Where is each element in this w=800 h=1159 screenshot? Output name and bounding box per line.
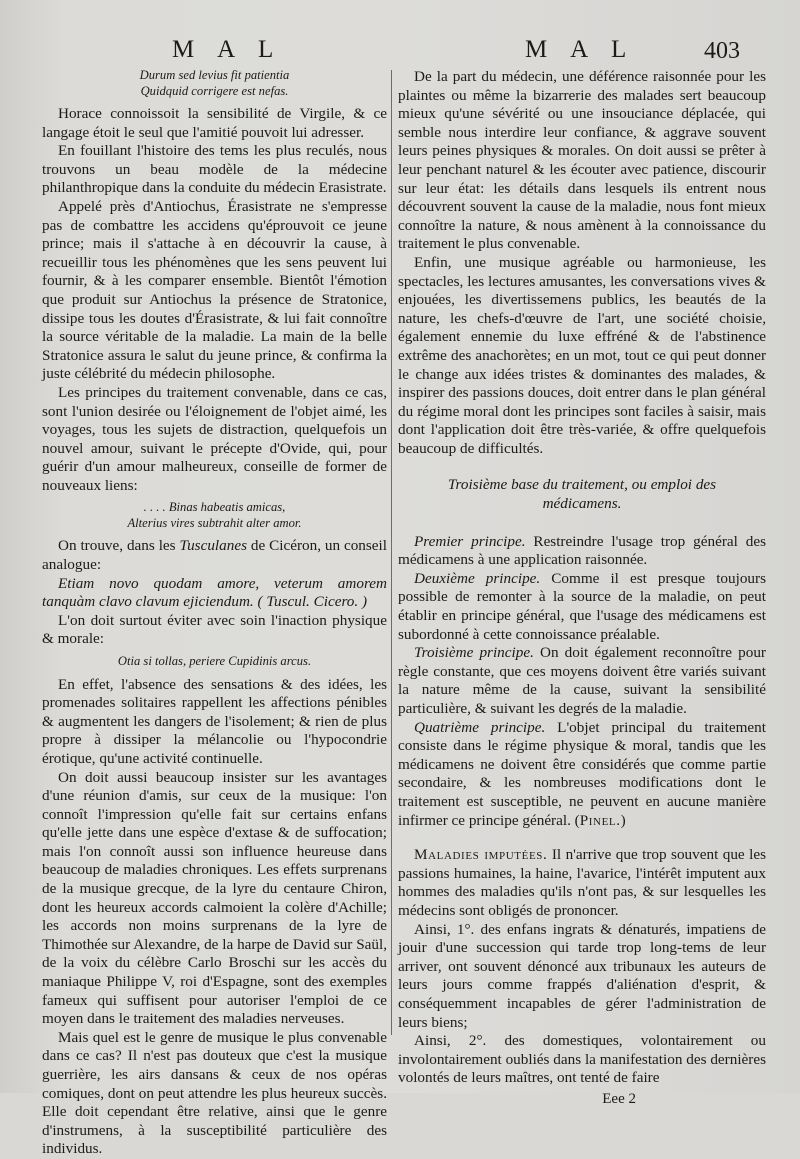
verse-line: Alterius vires subtrahit alter amor. (127, 515, 302, 530)
entry-heading: Maladies imputées. (414, 846, 548, 864)
left-column (42, 68, 387, 1159)
work-title: Tusculanes (179, 537, 247, 555)
page-number: 403 (704, 38, 740, 64)
printer-signature: Eee 2 (602, 1090, 636, 1107)
entry-paragraph (398, 846, 766, 920)
epigraph-line: Durum sed levius fit patientia (139, 68, 290, 82)
paragraph: L'on doit surtout éviter avec soin l'inaction physique & morale: (42, 611, 387, 648)
principle-label: Quatrième principe. (414, 718, 546, 736)
paragraph: En effet, l'absence des sensations & des idées, les promenades solitaires rappellent les affections pénibles & augmentent les dangers de l'isolement; & rien de plus propre à dissiper la mélancolie ou l'hypocondrie érotique, qu'une activité continuelle. (42, 675, 387, 767)
principle-paragraph (398, 719, 766, 831)
verse-line: . . . . Binas habeatis amicas, (143, 500, 286, 515)
verse-quote (42, 500, 387, 531)
epigraph (42, 68, 387, 99)
section-heading-line: Troisième base du traitement, ou emploi des (447, 476, 717, 494)
paragraph: Enfin, une musique agréable ou harmonieuse, les spectacles, les lectures amusantes, les conversations vives & enjouées, les divertissemens publics, les beautés de la nature, les chefs-d'œuvre de l'art, une société choisie, également ennemie du luxe effréné & de l'abstinence extrême des anachorètes; en un mot, tout ce qui peut donner le change aux idées tristes & dominantes des malades, & inspirer des passions douces, doit entrer dans le plan général du régime moral dont les principes sont faciles à saisir, mais dont l'application doit être très-variée, & offre quelquefois beaucoup de difficultés. (398, 253, 766, 457)
paragraph: Ainsi, 1°. des enfans ingrats & dénaturés, impatiens de jouir d'une succession qui tarde trop long-tems de leur arriver, ont souvent dénoncé aux tribunaux les auteurs de leurs jours comme frappés d'aliénation d'esprit, & conséquemment incapables de gérer l'administration de leurs biens; (398, 920, 766, 1031)
principle-label: Troisième principe. (414, 644, 534, 662)
principle-paragraph (398, 533, 766, 570)
principle-label: Premier principe. (414, 532, 526, 550)
paragraph: Appelé près d'Antiochus, Érasistrate ne s'empresse pas de combattre les accidens qu'éprouvoit ce jeune prince; mais il s'attache à en découvrir la cause, à recueillir tous les phénomènes que les sens peuvent lui fournir, & à les comparer ensemble. Bientôt l'émotion que produit sur Antiochus la présence de Stratonice, dissipe tous les doutes d'Érasistrate, & lui fait connoître la source véritable de la maladie. La main de la belle Stratonice assura le salut du jeune prince, & confirma la juste célébrité du médecin philosophe. (42, 197, 387, 383)
paragraph: On doit aussi beaucoup insister sur les avantages d'une réunion d'amis, sur ceux de la musique: l'on connoît l'impression qu'elle fait sur certains enfans qu'elle jette dans une espèce d'extase & de suffocation; mais l'on connoît aussi son influence heureuse dans beaucoup de maladies chroniques. Les effets surprenans de la musique grecque, de la lyre du centaure Chiron, dont les heureux accords calmoient la colère d'Achille; les accords non moins surprenans de la lyre de Thimothée sur Alexandre, de la harpe de David sur Saül, de la voix du célèbre Carlo Broschi sur les accès du maniaque Philippe V, roi d'Espagne, sont des exemples fameux qui suffisent pour autoriser l'emploi de ce moyen dans le traitement des maladies nerveuses. (42, 768, 387, 1028)
principle-paragraph (398, 570, 766, 644)
verse-line: Otia si tollas, periere Cupidinis arcus. (117, 654, 312, 669)
paragraph: De la part du médecin, une déférence raisonnée pour les plaintes ou même la bizarrerie des malades sert beaucoup mieux qu'une sévérité ou une insouciance déplacée, qui semble nous interdire leur confiance, & aggrave souvent leurs peines physiques & morales. On doit aussi se prêter à leur penchant naturel & les écouter avec patience, discourir sur leur état: les détails dans lesquels ils entrent nous découvrent souvent la cause de la maladie, nous font mieux connoître la nature, & nous amènent à la connoissance du traitement le plus convenable. (398, 68, 766, 253)
principle-paragraph (398, 644, 766, 718)
principle-text: Restreindre l'usage trop général des médicamens à une application raisonnée. (398, 532, 766, 569)
paragraph: Mais quel est le genre de musique le plus convenable dans ce cas? Il n'est pas douteux que c'est la musique guerrière, les airs dansans & ceux de nos opéras comiques, dont on peut attendre les plus heureux succès. Elle doit cependant être relative, ainsi que le genre d'instrumens, à la susceptibilité particulière des individus. (42, 1028, 387, 1158)
author-attribution: Pinel. (579, 811, 621, 829)
verse-quote (42, 654, 387, 670)
right-column (398, 68, 766, 1108)
principle-text: Comme il est presque toujours possible de remonter à la source de la maladie, on peut établir en principe général, que l'usage des médicamens est subordonné à cette connoissance préalable. (398, 569, 766, 643)
page-header (0, 36, 800, 66)
paragraph (42, 537, 387, 574)
text-run: ) (620, 811, 626, 829)
spacer (398, 830, 766, 846)
running-head-right: M A L (525, 36, 636, 63)
paragraph: Horace connoissoit la sensibilité de Virgile, & ce langage étoit le seul que l'amitié pouvoit lui adresser. (42, 105, 387, 141)
paragraph: Ainsi, 2°. des domestiques, volontairement ou involontairement oubliés dans la manifestation des dernières volontés de leurs maîtres, ont tenté de faire (398, 1032, 766, 1087)
principle-label: Deuxième principe. (414, 569, 541, 587)
section-heading (398, 476, 766, 513)
running-head-left: M A L (172, 36, 283, 63)
section-heading-line: médicamens. (542, 495, 622, 513)
principle-text: On doit également reconnoître pour règle constante, que ces moyens doivent être variés suivant la nature même de la cause, suivant la sensibilité particulière, & suivant les degrés de la maladie. (398, 644, 766, 717)
epigraph-line: Quidquid corrigere est nefas. (140, 83, 289, 98)
paragraph: En fouillant l'histoire des tems les plus reculés, nous trouvons un beau modèle de la médecine philanthropique dans la conduite du médecin Erasistrate. (42, 142, 387, 197)
text-run: On trouve, dans les (58, 537, 180, 555)
entry-text: Il n'arrive que trop souvent que les passions humaines, la haine, l'avarice, l'intérêt imputent aux hommes des maladies qu'ils n'ont pas, & sur lesquelles les médecins sont obligés de prononcer. (398, 846, 766, 919)
paragraph: Les principes du traitement convenable, dans ce cas, sont l'union desirée ou l'éloignement de l'objet aimé, les voyages, tous les sujets de distraction, quelquefois un nouvel amour, suivant le précepte d'Ovide, qui, pour guérir d'un amour malheureux, conseille de former de nouveaux liens: (42, 383, 387, 494)
column-divider (391, 70, 392, 1035)
principle-text: L'objet principal du traitement consiste dans le régime physique & moral, tandis que les médicamens ne doivent être considérés que comme partie secondaire, & les nombreuses modifications dont le traitement est susceptible, ne peuvent en aucune manière infirmer ce principe général. ( (398, 718, 766, 829)
latin-citation: Etiam novo quodam amore, veterum amorem tanquàm clavo clavum ejiciendum. ( Tuscul. Cicero. ) (42, 574, 387, 611)
text-run: de Cicéron, un conseil analogue: (42, 537, 387, 574)
